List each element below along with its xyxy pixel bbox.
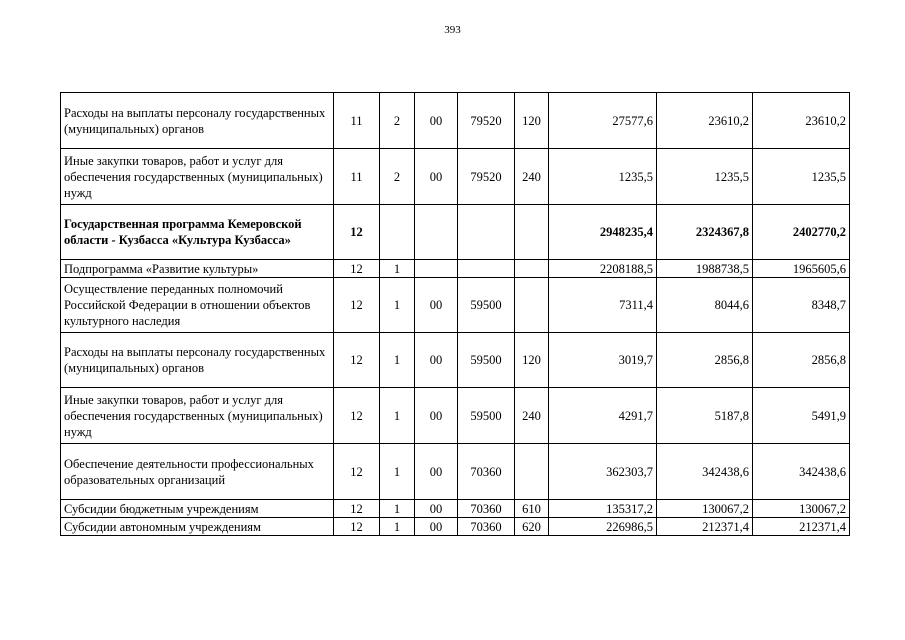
row-vr: 620: [515, 518, 549, 536]
row-code: 70360: [458, 518, 515, 536]
row-year2: 1988738,5: [657, 260, 753, 278]
row-name: Осуществление переданных полномочий Российской Федерации в отношении объектов культурного наследия: [61, 278, 334, 333]
row-year3: 23610,2: [753, 93, 850, 149]
row-year3: 5491,9: [753, 388, 850, 444]
row-name: Субсидии автономным учреждениям: [61, 518, 334, 536]
row-name: Субсидии бюджетным учреждениям: [61, 500, 334, 518]
row-subprogram: 1: [380, 278, 415, 333]
row-year2: 1235,5: [657, 149, 753, 205]
row-year1: 27577,6: [549, 93, 657, 149]
table-row: [61, 500, 850, 518]
row-direction: 00: [415, 149, 458, 205]
row-year3: 2856,8: [753, 333, 850, 388]
row-ministry: 12: [334, 388, 380, 444]
row-year2: 2324367,8: [657, 205, 753, 260]
row-year1: 3019,7: [549, 333, 657, 388]
row-subprogram: 1: [380, 518, 415, 536]
row-year1: 135317,2: [549, 500, 657, 518]
table-row: [61, 518, 850, 536]
row-name: Обеспечение деятельности профессиональных образовательных организаций: [61, 444, 334, 500]
row-ministry: 12: [334, 500, 380, 518]
row-code: 79520: [458, 93, 515, 149]
row-year2: 2856,8: [657, 333, 753, 388]
row-direction: 00: [415, 388, 458, 444]
row-ministry: 12: [334, 260, 380, 278]
row-year1: 362303,7: [549, 444, 657, 500]
row-vr: 120: [515, 333, 549, 388]
row-vr: [515, 444, 549, 500]
table-row: [61, 93, 850, 149]
row-ministry: 12: [334, 444, 380, 500]
row-direction: 00: [415, 333, 458, 388]
row-year2: 212371,4: [657, 518, 753, 536]
table-row: [61, 205, 850, 260]
row-direction: [415, 260, 458, 278]
table-row: [61, 388, 850, 444]
row-name: Расходы на выплаты персоналу государственных (муниципальных) органов: [61, 93, 334, 149]
row-year3: 1965605,6: [753, 260, 850, 278]
row-name: Подпрограмма «Развитие культуры»: [61, 260, 334, 278]
row-year1: 226986,5: [549, 518, 657, 536]
row-year1: 4291,7: [549, 388, 657, 444]
row-year3: 2402770,2: [753, 205, 850, 260]
row-year3: 212371,4: [753, 518, 850, 536]
row-year2: 8044,6: [657, 278, 753, 333]
row-ministry: 12: [334, 333, 380, 388]
budget-table: [60, 92, 850, 536]
row-code: 59500: [458, 388, 515, 444]
row-year2: 5187,8: [657, 388, 753, 444]
row-name: Иные закупки товаров, работ и услуг для обеспечения государственных (муниципальных) нужд: [61, 388, 334, 444]
row-code: [458, 260, 515, 278]
row-vr: 240: [515, 388, 549, 444]
row-code: 59500: [458, 333, 515, 388]
row-subprogram: 1: [380, 260, 415, 278]
table-row: [61, 333, 850, 388]
row-name: Расходы на выплаты персоналу государственных (муниципальных) органов: [61, 333, 334, 388]
row-ministry: 12: [334, 205, 380, 260]
row-name: Государственная программа Кемеровской области - Кузбасса «Культура Кузбасса»: [61, 205, 334, 260]
row-code: 59500: [458, 278, 515, 333]
row-year1: 2948235,4: [549, 205, 657, 260]
row-code: 70360: [458, 500, 515, 518]
row-year1: 1235,5: [549, 149, 657, 205]
row-ministry: 11: [334, 93, 380, 149]
row-vr: [515, 278, 549, 333]
row-year3: 342438,6: [753, 444, 850, 500]
row-direction: 00: [415, 444, 458, 500]
table-row: [61, 149, 850, 205]
row-direction: 00: [415, 518, 458, 536]
table-row: [61, 260, 850, 278]
row-direction: 00: [415, 278, 458, 333]
row-ministry: 12: [334, 278, 380, 333]
row-vr: 240: [515, 149, 549, 205]
row-year1: 7311,4: [549, 278, 657, 333]
row-year3: 8348,7: [753, 278, 850, 333]
row-year3: 130067,2: [753, 500, 850, 518]
row-code: 79520: [458, 149, 515, 205]
row-code: 70360: [458, 444, 515, 500]
row-ministry: 11: [334, 149, 380, 205]
row-subprogram: 2: [380, 149, 415, 205]
row-vr: 120: [515, 93, 549, 149]
row-vr: 610: [515, 500, 549, 518]
row-subprogram: 1: [380, 444, 415, 500]
row-direction: [415, 205, 458, 260]
row-vr: [515, 205, 549, 260]
table-row: [61, 278, 850, 333]
row-name: Иные закупки товаров, работ и услуг для обеспечения государственных (муниципальных) нужд: [61, 149, 334, 205]
row-ministry: 12: [334, 518, 380, 536]
page-number: 393: [444, 24, 461, 36]
row-subprogram: 1: [380, 333, 415, 388]
row-year2: 130067,2: [657, 500, 753, 518]
row-subprogram: 1: [380, 388, 415, 444]
table-row: [61, 444, 850, 500]
row-subprogram: 2: [380, 93, 415, 149]
row-year2: 342438,6: [657, 444, 753, 500]
row-year3: 1235,5: [753, 149, 850, 205]
row-year1: 2208188,5: [549, 260, 657, 278]
row-vr: [515, 260, 549, 278]
row-code: [458, 205, 515, 260]
row-year2: 23610,2: [657, 93, 753, 149]
row-direction: 00: [415, 93, 458, 149]
row-subprogram: [380, 205, 415, 260]
row-direction: 00: [415, 500, 458, 518]
row-subprogram: 1: [380, 500, 415, 518]
